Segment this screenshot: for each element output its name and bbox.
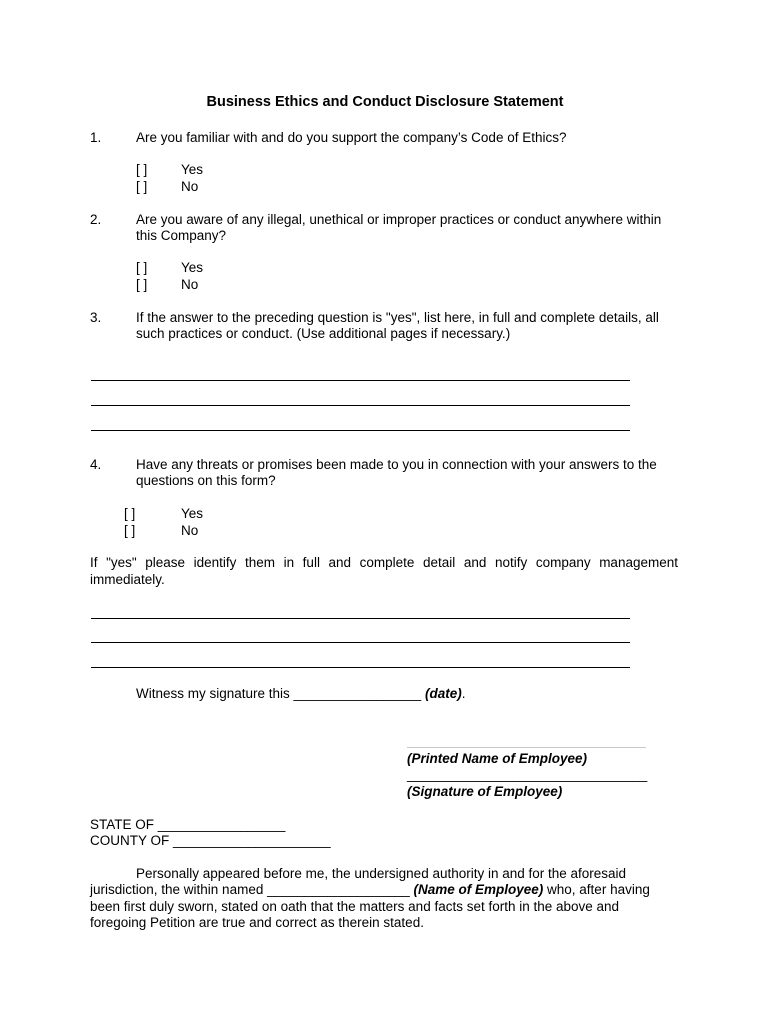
- q4-yes-label: Yes: [181, 506, 204, 521]
- county-field[interactable]: COUNTY OF _____________________: [90, 833, 331, 848]
- q3-answer-line[interactable]: [91, 430, 630, 431]
- q4-no-checkbox[interactable]: [ ]: [124, 523, 136, 538]
- signature-line[interactable]: ________________________________: [407, 767, 648, 782]
- q1-no-label: No: [181, 179, 199, 194]
- q1-number: 1.: [90, 130, 102, 145]
- q1-yes-checkbox[interactable]: [ ]: [136, 162, 148, 177]
- q3-text-line2: such practices or conduct. (Use additional pages if necessary.): [136, 326, 511, 341]
- q4-no-label: No: [181, 523, 199, 538]
- notary-line1: Personally appeared before me, the undersigned authority in and for the aforesaid: [136, 866, 627, 881]
- q4-answer-line[interactable]: [91, 618, 630, 619]
- q4-answer-line[interactable]: [91, 642, 630, 643]
- notary-line2: [90, 881, 650, 898]
- q2-text-line2: this Company?: [136, 228, 227, 243]
- q1-no-checkbox[interactable]: [ ]: [136, 179, 148, 194]
- q4-text-line2: questions on this form?: [136, 473, 276, 488]
- q4-yes-checkbox[interactable]: [ ]: [124, 506, 136, 521]
- if-yes-instruction-line2: immediately.: [90, 572, 165, 587]
- q1-yes-label: Yes: [181, 162, 204, 177]
- q4-answer-line[interactable]: [91, 667, 630, 668]
- q1-text: Are you familiar with and do you support the company’s Code of Ethics?: [136, 130, 567, 145]
- date-label: (date): [424, 686, 462, 701]
- q4-text-line1: Have any threats or promises been made to you in connection with your answers to the: [136, 457, 657, 472]
- notary-line4: foregoing Petition are true and correct as therein stated.: [90, 915, 424, 930]
- state-field[interactable]: STATE OF _________________: [90, 817, 286, 832]
- witness-end: .: [461, 686, 466, 701]
- q2-yes-label: Yes: [181, 260, 204, 275]
- q2-number: 2.: [90, 212, 102, 227]
- q3-number: 3.: [90, 310, 102, 325]
- witness-statement: [136, 685, 465, 702]
- q3-answer-line[interactable]: [91, 405, 630, 406]
- q3-text-line1: If the answer to the preceding question is "yes", list here, in full and complete details, all: [136, 310, 659, 325]
- if-yes-instruction-line1: If "yes" please identify them in full and complete detail and notify company management: [90, 555, 678, 570]
- printed-name-line[interactable]: [407, 747, 646, 748]
- name-of-employee-label: (Name of Employee): [413, 882, 544, 897]
- printed-name-label: (Printed Name of Employee): [407, 751, 588, 766]
- notary-line2-pre: jurisdiction, the within named ___________________: [90, 882, 414, 897]
- witness-text: Witness my signature this _________________: [136, 686, 422, 701]
- q3-answer-line[interactable]: [91, 380, 630, 381]
- signature-label: (Signature of Employee): [407, 784, 563, 799]
- document-title: Business Ethics and Conduct Disclosure Statement: [206, 94, 564, 110]
- notary-line2-post: who, after having: [543, 882, 650, 897]
- q2-yes-checkbox[interactable]: [ ]: [136, 260, 148, 275]
- q2-no-checkbox[interactable]: [ ]: [136, 277, 148, 292]
- q4-number: 4.: [90, 457, 102, 472]
- notary-line3: been first duly sworn, stated on oath that the matters and facts set forth in the above and: [90, 899, 620, 914]
- q2-no-label: No: [181, 277, 199, 292]
- q2-text-line1: Are you aware of any illegal, unethical or improper practices or conduct anywhere within: [136, 212, 662, 227]
